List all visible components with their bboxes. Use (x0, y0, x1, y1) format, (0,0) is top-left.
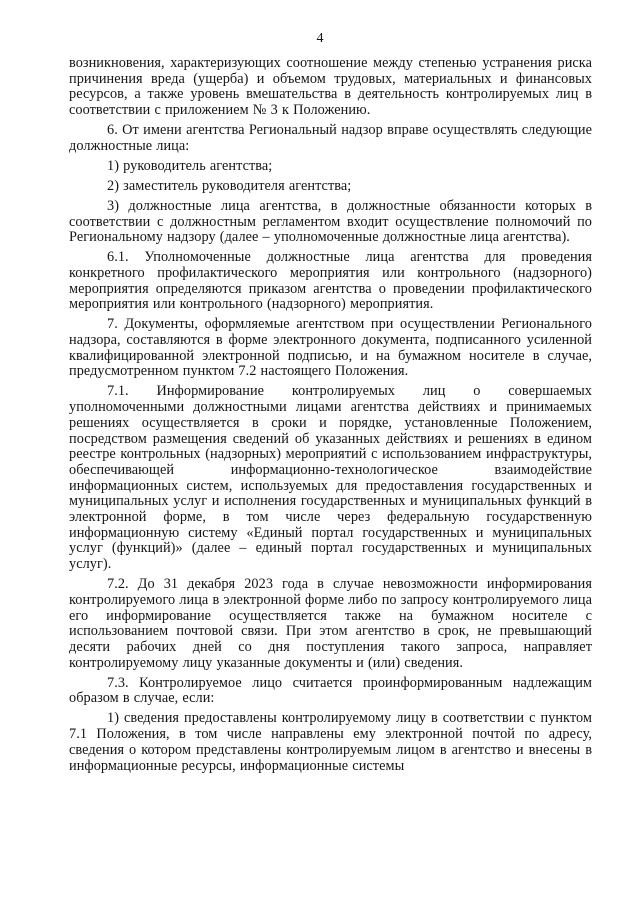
document-body (69, 56, 592, 779)
paragraph-6-1: 6.1. Уполномоченные должностные лица агентства для проведения конкретного профилактического мероприятия или контрольного (надзорного) мероприятия определяются приказом агентства о проведении профилактического мероприятия или контрольного (надзорного) мероприятия. (69, 249, 592, 313)
list-item-2: 2) заместитель руководителя агентства; (107, 177, 352, 194)
paragraph-7-3: 7.3. Контролируемое лицо считается проинформированным надлежащим образом в случае, если: (69, 674, 592, 707)
paragraph-7: 7. Документы, оформляемые агентством при осуществлении Регионального надзора, составляются в форме электронного документа, подписанного усиленной квалифицированной электронной подписью, и на бумажном носителе в случае, предусмотренном пунктом 7.2 настоящего Положения. (69, 316, 592, 380)
paragraph-7-2: 7.2. До 31 декабря 2023 года в случае невозможности информирования контролируемого лица в электронной форме либо по запросу контролируемого лица его информирование осуществляется также на бумажном носителе с использованием почтовой связи. При этом агентство в срок, не превышающий десяти рабочих дней со дня поступления такого запроса, направляет контролируемому лицу указанные документы и (или) сведения. (69, 576, 592, 671)
paragraph-7-3-item-1: 1) сведения предоставлены контролируемому лицу в соответствии с пунктом 7.1 Положения, в том числе направлены ему электронной почтой по адресу, сведения о котором представлены контролируемым лицом в агентство и внесены в информационные ресурсы, информационные системы (69, 710, 592, 774)
list-item-3: 3) должностные лица агентства, в должностные обязанности которых в соответствии с должностным регламентом входит осуществление полномочий по Региональному надзору (далее – уполномоченные должностные лица агентства). (69, 197, 592, 246)
paragraph-7-1: 7.1. Информирование контролируемых лиц о совершаемых уполномоченными должностными лицами агентства действиях и принимаемых решениях осуществляется в сроки и порядке, установленные Положением, посредством размещения сведений об указанных действиях и решениях в едином реестре контрольных (надзорных) мероприятий с использованием инфраструктуры, обеспечивающей информационно-технологическое взаимодействие информационных систем, используемых для предоставления государственных и муниципальных услуг и исполнения государственных и муниципальных функций в электронной форме, в том числе через федеральную государственную информационную систему «Единый портал государственных и муниципальных услуг (функций)» (далее – единый портал государственных и муниципальных услуг). (69, 383, 592, 573)
list-item-1: 1) руководитель агентства; (107, 157, 273, 174)
paragraph-continuation: возникновения, характеризующих соотношение между степенью устранения риска причинения вреда (ущерба) и объемом трудовых, материальных и финансовых ресурсов, а также уровень вмешательства в деятельность контролируемых лиц в соответствии с приложением № 3 к Положению. (69, 55, 592, 119)
page-number: 4 (316, 31, 324, 46)
paragraph-6: 6. От имени агентства Региональный надзор вправе осуществлять следующие должностные лица: (69, 122, 592, 154)
